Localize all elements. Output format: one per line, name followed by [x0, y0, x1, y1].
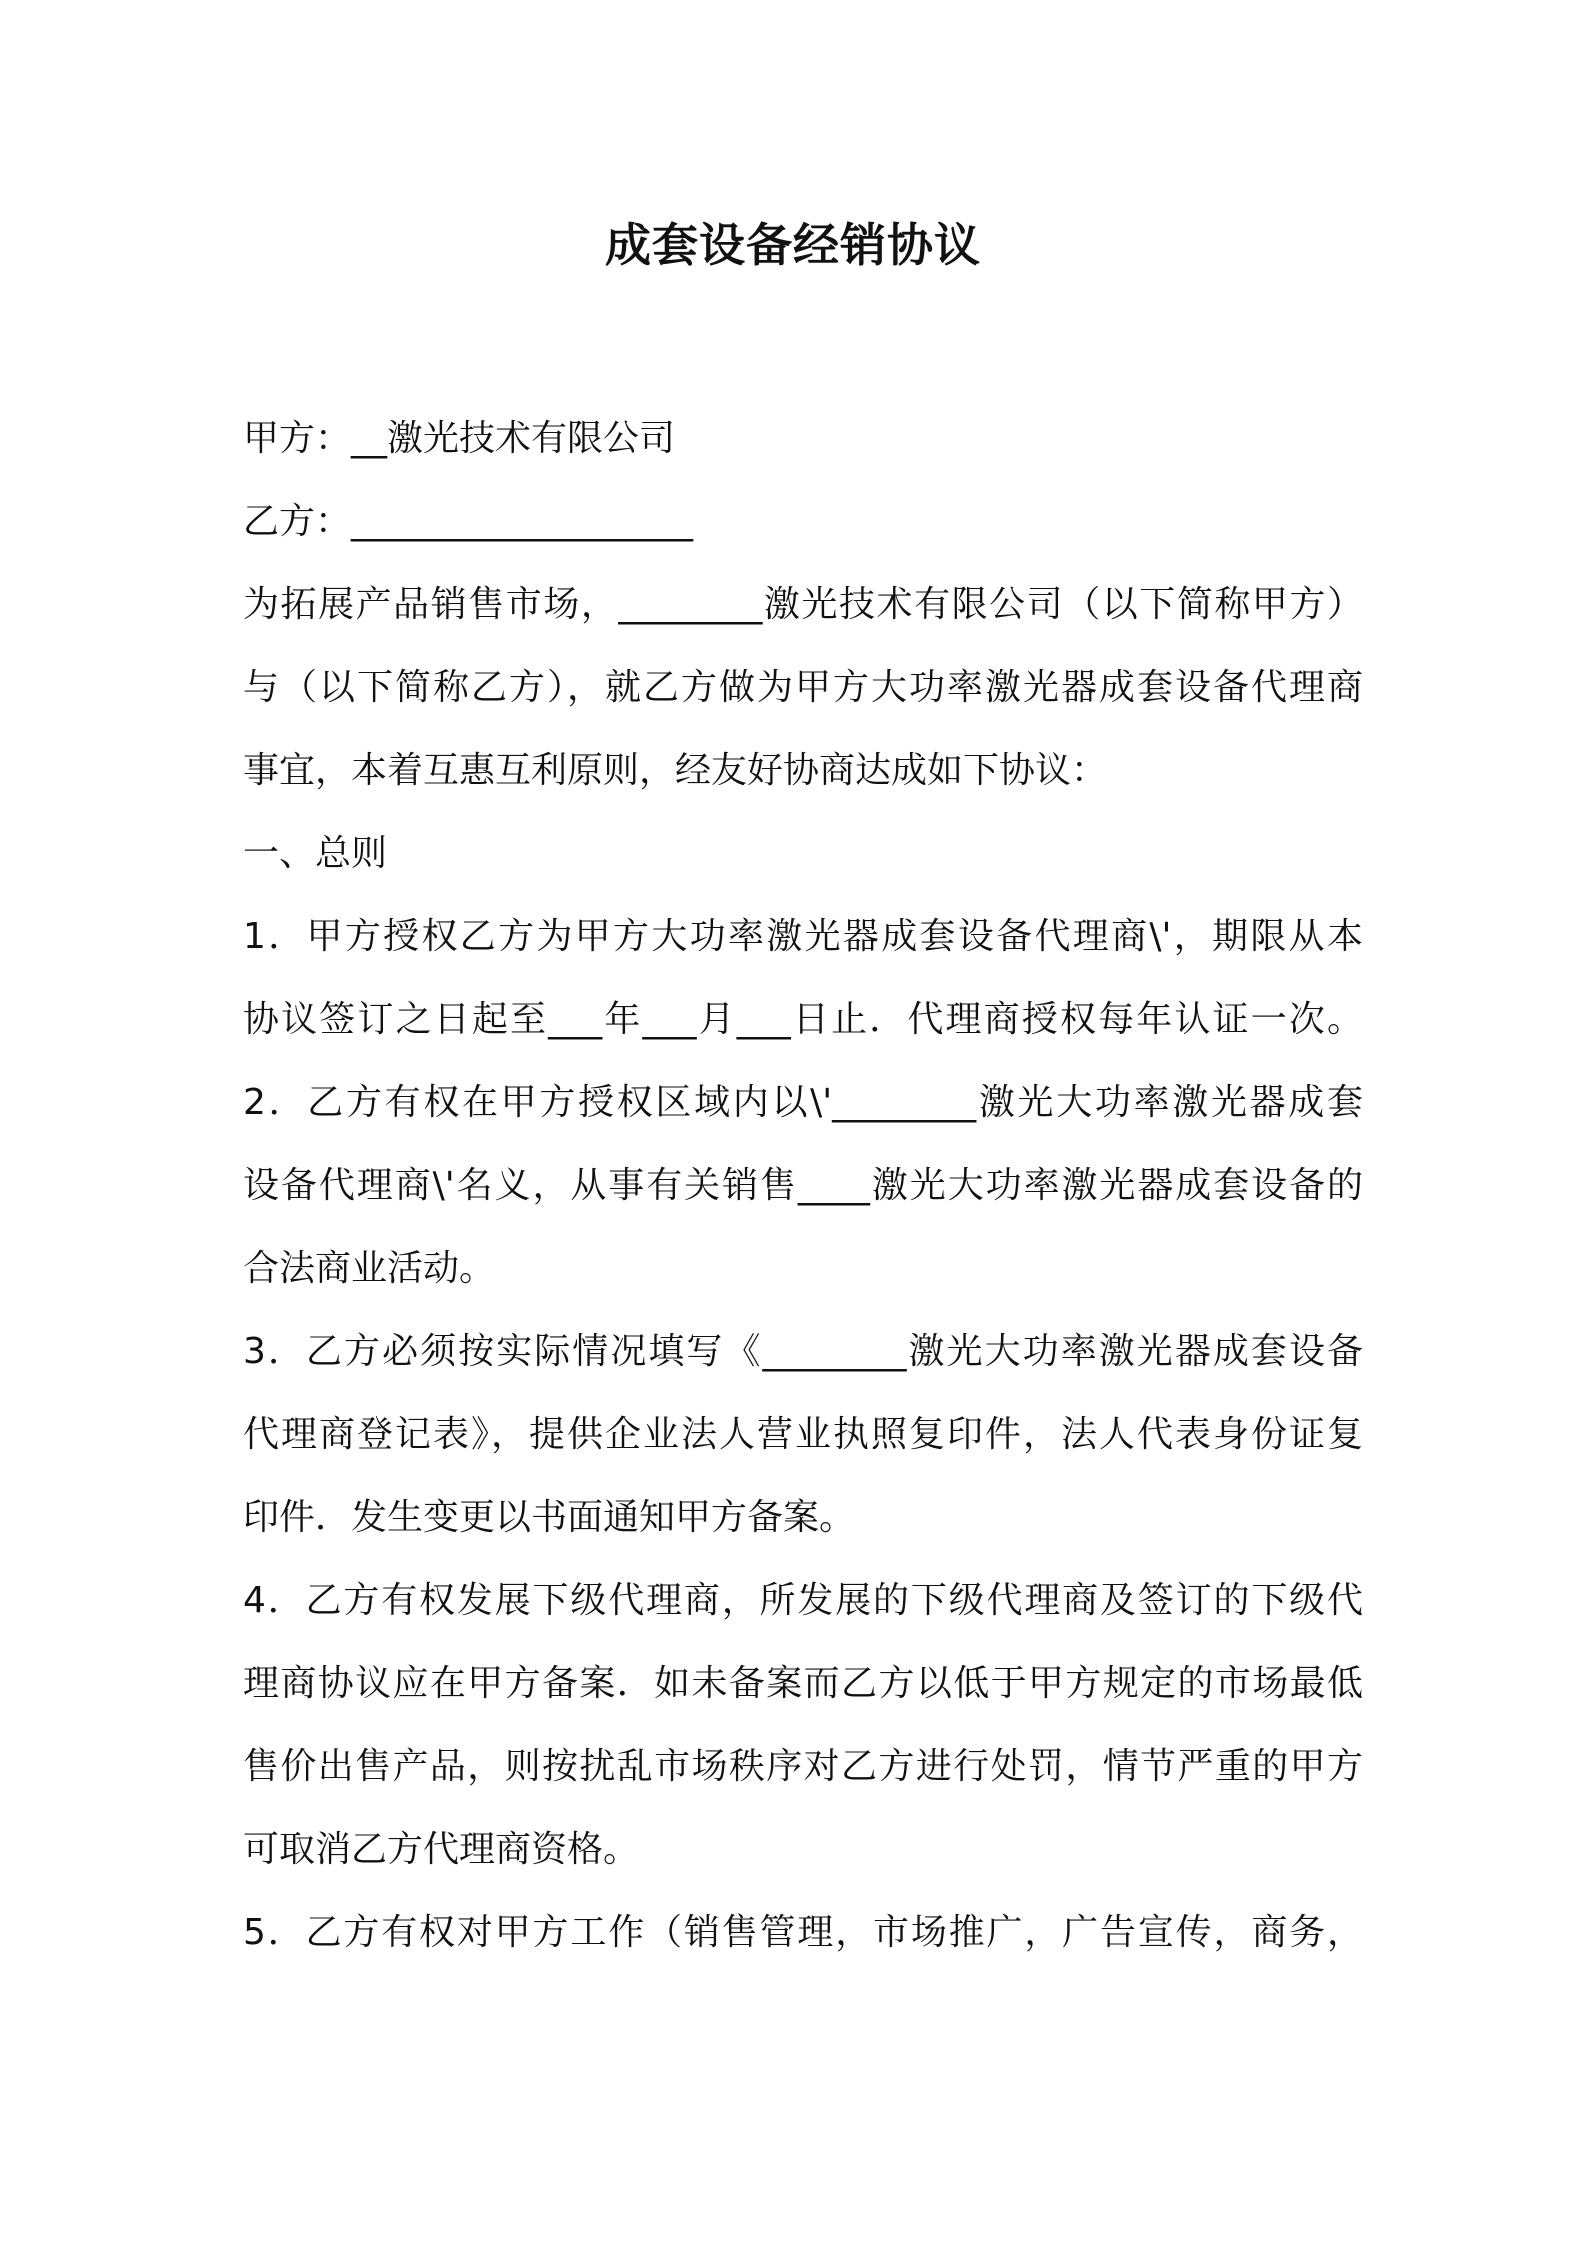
clause-4-line-2: 理商协议应在甲方备案．如未备案而乙方以低于甲方规定的市场最低 — [243, 1663, 1363, 1704]
party-b-line: 乙方：___________________ — [243, 501, 694, 542]
clause-2-line-2: 设备代理商\'名义，从事有关销售____激光大功率激光器成套设备的 — [243, 1165, 1363, 1206]
clause-1-line-1: 1．甲方授权乙方为甲方大功率激光器成套设备代理商\'，期限从本 — [243, 916, 1363, 957]
clause-2-line-1: 2．乙方有权在甲方授权区域内以\'________激光大功率激光器成套 — [243, 1082, 1363, 1123]
preamble-line-3: 事宜，本着互惠互利原则，经友好协商达成如下协议： — [243, 750, 1108, 791]
clause-5-line-1: 5．乙方有权对甲方工作（销售管理，市场推广，广告宣传，商务， — [243, 1912, 1363, 1953]
clause-3-line-2: 代理商登记表》，提供企业法人营业执照复印件，法人代表身份证复 — [243, 1414, 1363, 1455]
preamble-line-1: 为拓展产品销售市场，________激光技术有限公司（以下简称甲方） — [243, 584, 1363, 625]
clause-4-line-1: 4．乙方有权发展下级代理商，所发展的下级代理商及签订的下级代 — [243, 1580, 1363, 1621]
clause-4-line-4: 可取消乙方代理商资格。 — [243, 1829, 640, 1870]
clause-4-line-3: 售价出售产品，则按扰乱市场秩序对乙方进行处罚，情节严重的甲方 — [243, 1746, 1363, 1787]
clause-3-line-1: 3．乙方必须按实际情况填写《________激光大功率激光器成套设备 — [243, 1331, 1363, 1372]
document-body — [243, 397, 1363, 1974]
document-title: 成套设备经销协议 — [605, 218, 981, 272]
preamble-line-2: 与（以下简称乙方），就乙方做为甲方大功率激光器成套设备代理商 — [243, 667, 1363, 708]
party-a-line: 甲方：__激光技术有限公司 — [243, 418, 676, 459]
clause-1-line-2: 协议签订之日起至___年___月___日止．代理商授权每年认证一次。 — [243, 999, 1363, 1040]
clause-3-line-3: 印件．发生变更以书面通知甲方备案。 — [243, 1497, 856, 1538]
section-heading-general: 一、总则 — [243, 833, 388, 874]
clause-2-line-3: 合法商业活动。 — [243, 1248, 496, 1289]
